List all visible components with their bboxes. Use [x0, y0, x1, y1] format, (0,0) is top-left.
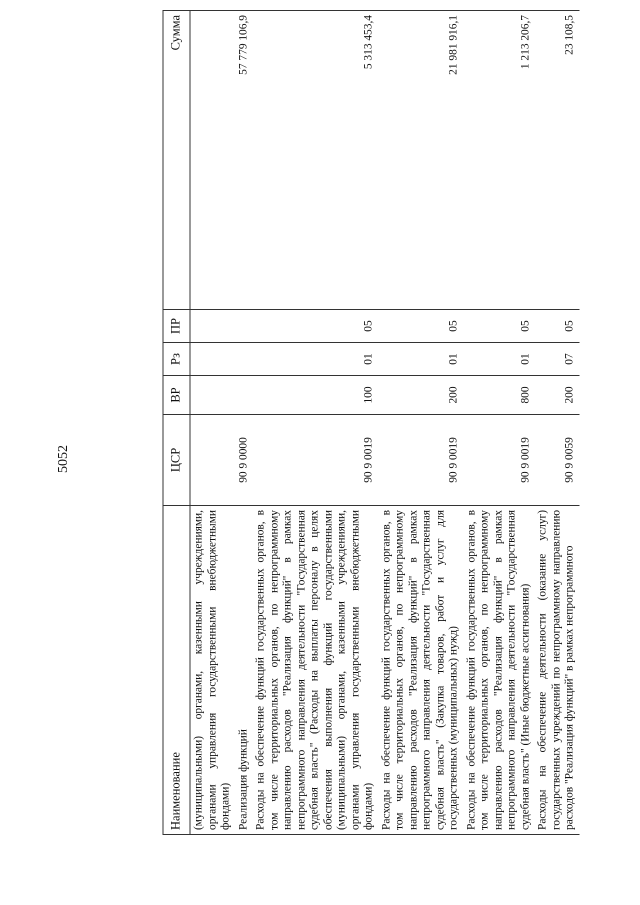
header-rz: Рз [163, 343, 190, 376]
row-rz: 07 [535, 343, 580, 376]
row-rz: 01 [253, 343, 379, 376]
row-csr: 90 9 0019 [253, 415, 379, 506]
header-csr: ЦСР [163, 415, 190, 506]
row-pr: 05 [378, 310, 463, 343]
row-sum [190, 11, 235, 310]
row-pr [235, 310, 253, 343]
row-pr: 05 [535, 310, 580, 343]
row-csr: 90 9 0000 [235, 415, 253, 506]
header-name: Наименование [163, 506, 190, 835]
budget-table [163, 10, 580, 835]
row-vr [235, 376, 253, 415]
row-vr: 200 [535, 376, 580, 415]
row-vr: 200 [378, 376, 463, 415]
table-row [378, 11, 463, 835]
header-vr: ВР [163, 376, 190, 415]
table-header-row [163, 11, 190, 835]
row-pr: 05 [253, 310, 379, 343]
table-row [235, 11, 253, 835]
row-name: Реализация функций [235, 506, 253, 835]
row-sum: 57 779 106,9 [235, 11, 253, 310]
row-name: Расходы на обеспечение функций государственных органов, в том числе территориальных органов, по непрограммному направлению расходов "Реализация функций" в рамках непрограммного направления деятельности "Государственная судебная власть" (Закупка товаров, работ и услуг для государственных (муниципальных) нужд) [378, 506, 463, 835]
row-pr [190, 310, 235, 343]
row-sum: 1 213 206,7 [463, 11, 535, 310]
table-row [190, 11, 235, 835]
row-csr: 90 9 0019 [378, 415, 463, 506]
table-row [463, 11, 535, 835]
row-sum: 21 981 916,1 [378, 11, 463, 310]
header-pr: ПР [163, 310, 190, 343]
table-row [253, 11, 379, 835]
row-csr: 90 9 0059 [535, 415, 580, 506]
row-vr: 800 [463, 376, 535, 415]
row-sum: 23 108,5 [535, 11, 580, 310]
table-row [535, 11, 580, 835]
row-rz: 01 [378, 343, 463, 376]
row-rz [190, 343, 235, 376]
row-vr [190, 376, 235, 415]
page-number: 5052 [56, 445, 71, 473]
row-name: (муниципальными) органами, казенными учреждениями, органами управления государственными внебюджетными фондами) [190, 506, 235, 835]
header-sum: Сумма [163, 11, 190, 310]
row-sum: 5 313 453,4 [253, 11, 379, 310]
row-name: Расходы на обеспечение деятельности (оказание услуг) государственных учреждений по непрограммному направлению расходов "Реализация функций" в рамках непрограммного [535, 506, 580, 835]
row-pr: 05 [463, 310, 535, 343]
row-name: Расходы на обеспечение функций государственных органов, в том числе территориальных органов, по непрограммному направлению расходов "Реализация функций" в рамках непрограммного направления деятельности "Государственная судебная власть" (Расходы на выплаты персоналу в целях обеспечения выполнения функций государственными (муниципальными) органами, казенными учреждениями, органами управления государственными внебюджетными фондами) [253, 506, 379, 835]
row-csr [190, 415, 235, 506]
row-csr: 90 9 0019 [463, 415, 535, 506]
row-name: Расходы на обеспечение функций государственных органов, в том числе территориальных органов, по непрограммному направлению расходов "Реализация функций" в рамках непрограммного направления деятельности "Государственная судебная власть" (Иные бюджетные ассигнования) [463, 506, 535, 835]
row-rz: 01 [463, 343, 535, 376]
row-vr: 100 [253, 376, 379, 415]
row-rz [235, 343, 253, 376]
